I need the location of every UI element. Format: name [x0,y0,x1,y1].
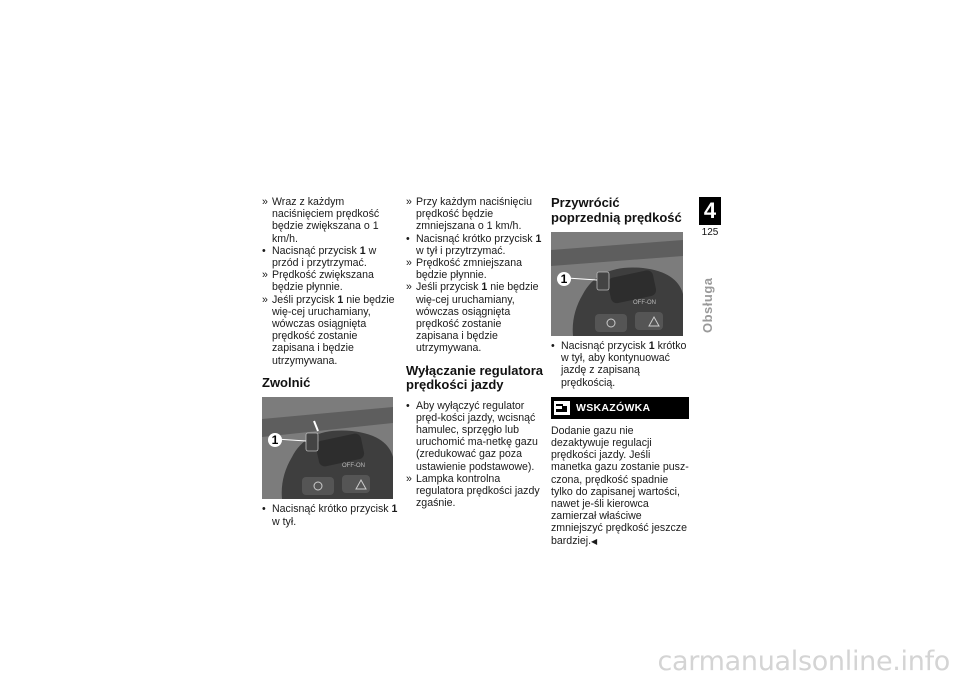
button-reference: 1 [359,244,366,257]
item-text: Wraz z każdym naciśnięciem prędkość będzie zwiększana o 1 km/h. [272,196,380,245]
item-text: w przód i przytrzymać. [272,244,377,270]
result-arrow-icon: » [406,257,412,270]
list-item [262,294,402,367]
hand-pointer-icon [551,397,573,419]
result-arrow-icon: » [262,196,268,208]
watermark: carmanualsonline.info [657,646,950,677]
item-text: krótko w tył, aby kontynuować jazdę z zapisaną prędkością. [561,340,687,389]
chapter-tab [699,197,721,238]
heading-zwolnic: Zwolnić [262,374,311,390]
item-text: Nacisnąć krótko przycisk [272,503,392,516]
column-2-list-2 [406,400,546,510]
switch-photo-2 [551,232,683,336]
bullet-icon: • [406,399,410,412]
list-item [551,340,689,389]
item-text: Prędkość zmniejszana będzie płynnie. [416,257,522,282]
list-item [406,257,546,281]
column-1-bottom-list [262,503,402,527]
list-item [262,245,402,269]
column-2 [406,196,546,509]
chapter-label: Obsługa [700,277,715,333]
column-1-list [262,196,402,367]
list-item [406,473,546,510]
list-item [406,400,546,473]
page-number: 125 [701,227,719,238]
off-on-label: OFF-ON [342,463,365,470]
item-text: Przy każdym naciśnięciu prędkość będzie zmniejszana o 1 km/h. [416,196,532,233]
list-item [262,196,402,245]
note-body: Dodanie gazu nie dezaktywuje regulacji prędkości jazdy. Jeśli manetka gazu zostanie pusz-czona, prędkość spadnie tylko do zapisanej wartości, nawet je-śli kierowca zamierzał właściwe zmniejszyć prędkość jeszcze bardziej. [551,424,689,547]
list-item [262,269,402,293]
handlebar-switch-illustration-2 [551,232,683,336]
end-of-section-icon: ◀ [591,536,598,546]
item-text: Jeśli przycisk [272,293,338,306]
result-arrow-icon: » [406,196,412,208]
button-reference: 1 [481,281,488,294]
callout-2: 1 [557,272,571,286]
chapter-number: 4 [699,197,721,225]
item-text: nie będzie wię-cej uruchamiany, wówczas osiągnięta prędkość zostanie zapisana i będzie utrzymywana. [272,293,395,367]
item-text: nie będzie wię-cej uruchamiany, wówczas osiągnięta prędkość zostanie zapisana i będzie utrzymywana. [416,281,539,355]
result-arrow-icon: » [406,281,412,294]
callout-1: 1 [268,433,282,447]
bullet-icon: • [262,503,266,516]
item-text: Jeśli przycisk [416,281,482,294]
item-text: Lampka kontrolna regulatora prędkości jazdy zgaśnie. [416,472,540,510]
bullet-icon: • [262,244,266,257]
result-arrow-icon: » [262,269,268,282]
result-arrow-icon: » [262,293,268,306]
note-banner [551,397,689,419]
heading-przywrocic: Przywrócić poprzednią prędkość [551,195,682,225]
handlebar-switch-illustration [262,397,393,499]
bullet-icon: • [551,340,555,352]
item-text: Nacisnąć przycisk [272,244,360,257]
heading-wylaczanie: Wyłączanie regulatora prędkości jazdy [406,362,544,393]
item-text: w tył. [272,515,297,528]
column-1 [262,196,402,528]
list-item [406,281,546,354]
column-2-list [406,196,546,355]
bullet-icon: • [406,232,410,245]
column-3 [551,196,689,548]
item-text: Nacisnąć przycisk [561,340,649,352]
column-3-list [551,340,689,389]
list-item [406,196,546,233]
button-reference: 1 [535,232,542,245]
note-label: WSKAZÓWKA [576,401,651,414]
button-reference: 1 [391,503,398,516]
item-text: Nacisnąć krótko przycisk [416,232,536,245]
button-reference: 1 [648,340,655,352]
button-reference: 1 [337,293,344,306]
note-text [551,425,689,548]
list-item [262,503,402,527]
item-text: Aby wyłączyć regulator pręd-kości jazdy, wcisnąć hamulec, sprzęgło lub uruchomić ma-netkę gazu (zredukować gaz poza ustawienie podstawowe). [416,399,538,473]
list-item [406,233,546,257]
item-text: w tył i przytrzymać. [416,244,506,257]
off-on-label-2: OFF-ON [633,300,656,306]
result-arrow-icon: » [406,472,412,485]
item-text: Prędkość zwiększana będzie płynnie. [272,269,374,294]
switch-photo-1 [262,397,393,499]
